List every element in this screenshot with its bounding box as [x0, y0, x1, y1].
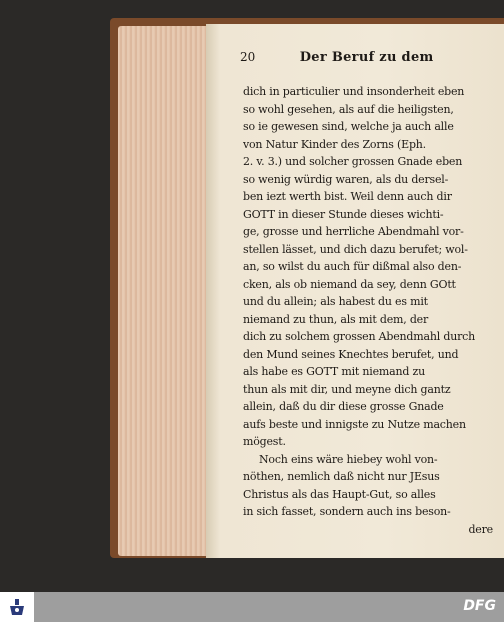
text-line: 2. v. 3.) und solcher grossen Gnade eben: [243, 155, 463, 168]
running-head: [240, 50, 490, 65]
text-line: nöthen, nemlich daß nicht nur JEsus: [243, 470, 440, 483]
text-line: allein, daß du dir diese grosse Gnade: [243, 400, 444, 413]
text-line: GOTT in dieser Stunde dieses wichti-: [243, 207, 444, 221]
library-logo: [0, 592, 34, 622]
page-number: 20: [240, 50, 256, 64]
text-line: ge, grosse und herrliche Abendmahl vor-: [243, 225, 464, 238]
text-line: in sich fasset, sondern auch ins beson-: [243, 505, 451, 518]
viewer-footer: [0, 592, 504, 622]
running-title: Der Beruf zu dem: [299, 50, 434, 65]
text-line: so ie gewesen sind, welche ja auch alle: [243, 120, 454, 133]
library-crest-icon: [6, 596, 28, 618]
body-text: [243, 83, 493, 538]
text-line: niemand zu thun, als mit dem, der: [243, 312, 429, 326]
text-line: thun als mit dir, und meyne dich gantz: [243, 382, 451, 396]
text-line: und du allein; als habest du es mit: [243, 295, 428, 308]
text-line: ben iezt werth bist. Weil denn auch dir: [243, 190, 452, 203]
text-line: cken, als ob niemand da sey, denn GOtt: [243, 277, 456, 291]
catchword: dere: [468, 522, 493, 536]
text-line: dich zu solchem grossen Abendmahl durch: [243, 330, 475, 343]
text-line: stellen lässet, und dich dazu berufet; wol-: [243, 242, 468, 256]
text-line: so wohl gesehen, als auf die heiligsten,: [243, 102, 454, 116]
text-line: so wenig würdig waren, als du dersel-: [243, 172, 449, 186]
text-line: von Natur Kinder des Zorns (Eph.: [243, 137, 426, 151]
dfg-logo: DFG: [463, 598, 496, 614]
text-line: an, so wilst du auch für dißmal also den-: [243, 260, 462, 273]
text-line: als habe es GOTT mit niemand zu: [243, 365, 426, 378]
text-line: aufs beste und innigste zu Nutze machen: [243, 417, 466, 431]
text-line: mögest.: [243, 435, 286, 448]
text-line: Noch eins wäre hiebey wohl von-: [259, 452, 438, 466]
text-line: Christus als das Haupt-Gut, so alles: [243, 487, 436, 501]
page-edges: [118, 26, 210, 556]
text-line: den Mund seines Knechtes berufet, und: [243, 347, 459, 361]
text-line: dich in particulier und insonderheit eben: [243, 85, 465, 98]
